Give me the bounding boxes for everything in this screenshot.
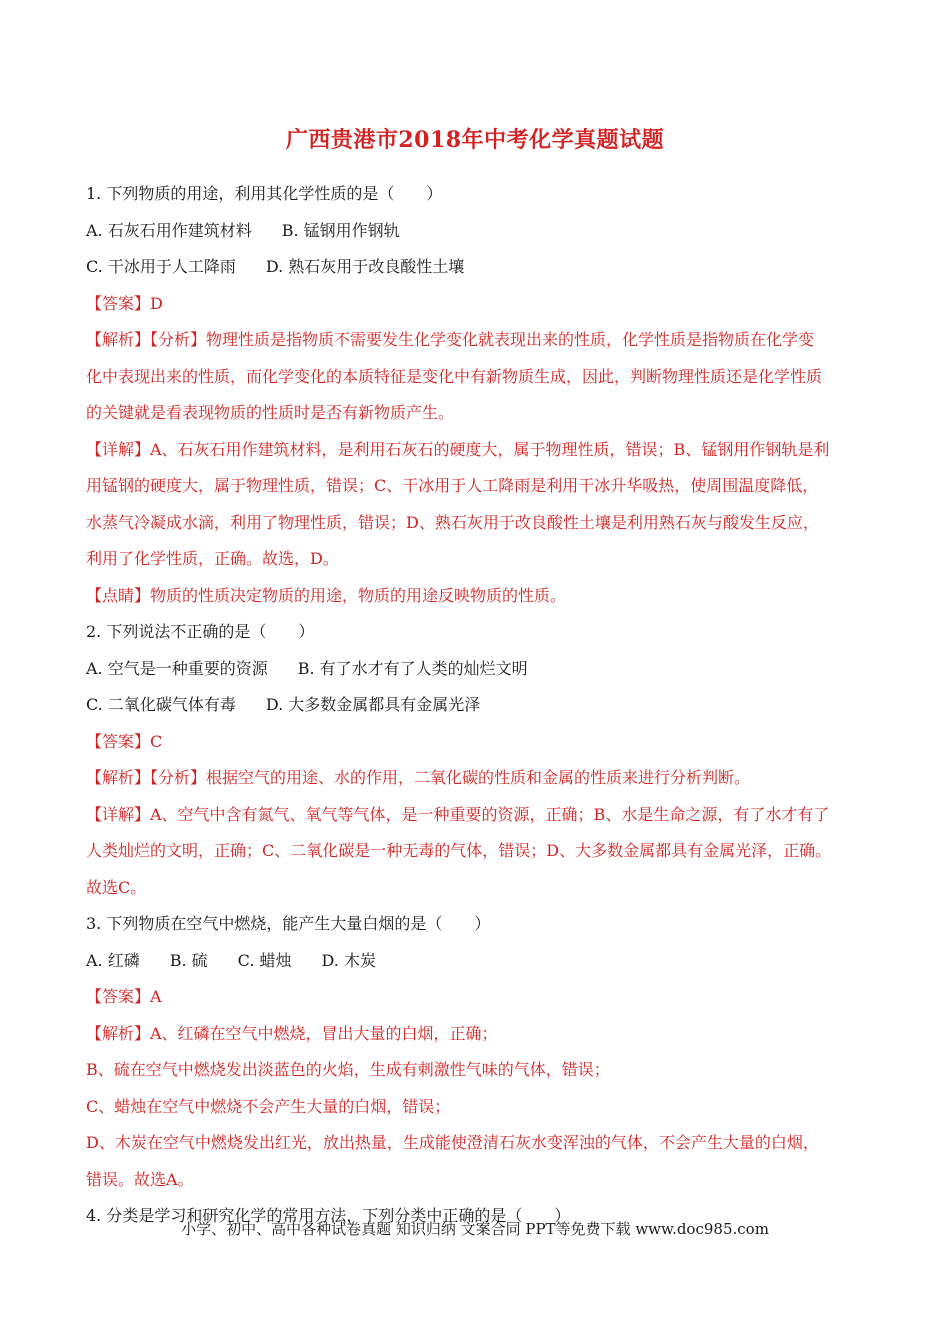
document-body xyxy=(86,176,876,1235)
question-1-analysis-line: 化中表现出来的性质，而化学变化的本质特征是变化中有新物质生成，因此，判断物理性质还是化学性质 xyxy=(86,366,823,386)
question-2-options-row-1 xyxy=(86,651,876,688)
question-2-option-a: A. 空气是一种重要的资源 xyxy=(86,658,268,678)
question-2-detail-line: 故选C。 xyxy=(86,877,147,897)
question-1-tip: 【点睛】物质的性质决定物质的用途，物质的用途反映物质的性质。 xyxy=(86,585,567,605)
question-1-options-row-1 xyxy=(86,213,876,250)
question-3-analysis-line: 【解析】A、红磷在空气中燃烧，冒出大量的白烟，正确； xyxy=(86,1023,498,1043)
question-2-analysis-line: 【解析】【分析】根据空气的用途、水的作用，二氧化碳的性质和金属的性质来进行分析判断。 xyxy=(86,768,751,787)
question-1-option-c: C. 干冰用于人工降雨 xyxy=(86,257,236,276)
question-1-stem: 1. 下列物质的用途，利用其化学性质的是（ ） xyxy=(86,184,443,203)
question-1-detail-line: 利用了化学性质，正确。故选，D。 xyxy=(86,549,339,568)
question-3-options-row xyxy=(86,943,876,980)
question-2-stem: 2. 下列说法不正确的是（ ） xyxy=(86,622,315,641)
question-1-analysis-line: 的关键就是看表现物质的性质时是否有新物质产生。 xyxy=(86,403,455,422)
question-2-option-c: C. 二氧化碳气体有毒 xyxy=(86,695,236,714)
question-2-option-b: B. 有了水才有了人类的灿烂文明 xyxy=(297,658,528,678)
question-2-options-row-2 xyxy=(86,687,876,724)
question-1-option-d: D. 熟石灰用于改良酸性土壤 xyxy=(265,257,465,276)
question-2-detail-line: 人类灿烂的文明，正确；C、二氧化碳是一种无毒的气体，错误；D、大多数金属都具有金属光泽，正确。 xyxy=(86,841,832,860)
question-2-answer: 【答案】C xyxy=(86,731,163,751)
question-1-answer: 【答案】D xyxy=(86,293,163,313)
question-3-analysis-line: C、蜡烛在空气中燃烧不会产生大量的白烟，错误； xyxy=(86,1096,451,1116)
page-footer: 小学、初中、高中各种试卷真题 知识归纳 文案合同 PPT等免费下载 www.doc985.com xyxy=(181,1220,769,1238)
question-3-option-d: D. 木炭 xyxy=(321,950,376,970)
question-4-stem: 4. 分类是学习和研究化学的常用方法，下列分类中正确的是（ ） xyxy=(86,1206,571,1225)
question-3-answer: 【答案】A xyxy=(86,987,162,1006)
question-2-option-d: D. 大多数金属都具有金属光泽 xyxy=(265,695,481,714)
question-1-detail-line: 用锰钢的硬度大，属于物理性质，错误；C、干冰用于人工降雨是利用干冰升华吸热，使周围温度降低， xyxy=(86,476,819,495)
question-1-options-row-2 xyxy=(86,249,876,286)
question-1-detail-line: 水蒸气冷凝成水滴，利用了物理性质，错误；D、熟石灰用于改良酸性土壤是利用熟石灰与酸发生反应， xyxy=(86,512,819,532)
question-3-stem: 3. 下列物质在空气中燃烧，能产生大量白烟的是（ ） xyxy=(86,914,491,933)
question-1-option-a: A. 石灰石用作建筑材料 xyxy=(86,220,252,240)
question-2-detail-line: 【详解】A、空气中含有氮气、氧气等气体，是一种重要的资源，正确；B、水是生命之源，有了水才有了 xyxy=(86,804,830,824)
question-3-analysis-line: 错误。故选A。 xyxy=(86,1169,194,1189)
question-1-option-b: B. 锰钢用作钢轨 xyxy=(281,220,400,240)
question-1-detail-line: 【详解】A、石灰石用作建筑材料，是利用石灰石的硬度大，属于物理性质，错误；B、锰钢用作钢轨是利 xyxy=(86,439,830,459)
question-3-option-a: A. 红磷 xyxy=(86,950,140,970)
question-3-analysis-line: D、木炭在空气中燃烧发出红光，放出热量，生成能使澄清石灰水变浑浊的气体，不会产生大量的白烟， xyxy=(86,1133,819,1152)
question-3-option-c: C. 蜡烛 xyxy=(237,950,292,970)
question-3-option-b: B. 硫 xyxy=(169,950,208,970)
document-title: 广西贵港市2018年中考化学真题试题 xyxy=(285,127,665,153)
question-3-analysis-line: B、硫在空气中燃烧发出淡蓝色的火焰，生成有刺激性气味的气体，错误； xyxy=(86,1060,610,1079)
question-1-analysis-line: 【解析】【分析】物理性质是指物质不需要发生化学变化就表现出来的性质，化学性质是指物质在化学变 xyxy=(86,330,815,349)
